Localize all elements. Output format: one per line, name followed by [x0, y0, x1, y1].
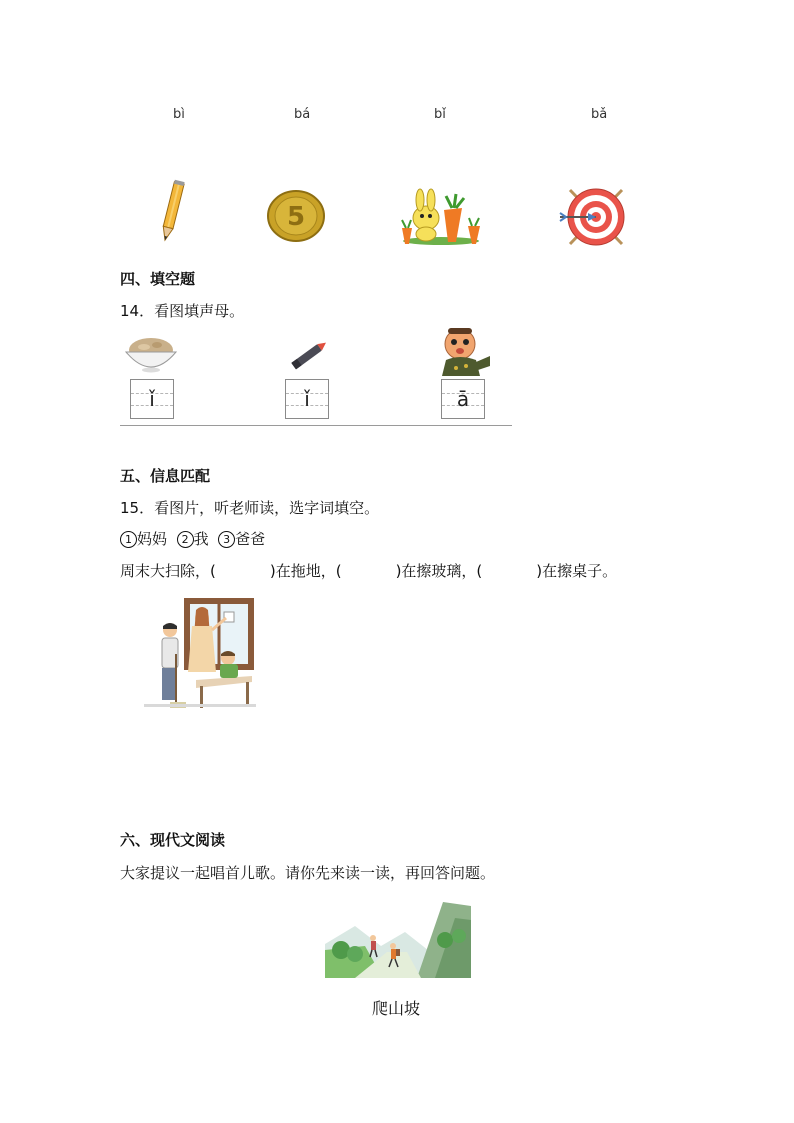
option-wo: 我: [193, 530, 209, 548]
coin-image: [266, 189, 326, 243]
pinyin-ba2: bá: [294, 107, 311, 122]
section4-heading: 四、填空题: [120, 270, 196, 288]
option-number-2: 2: [177, 531, 194, 548]
pen-image: [286, 338, 332, 372]
svg-text:5: 5: [286, 202, 306, 232]
pinyin-box-rice[interactable]: ǐ: [130, 379, 174, 419]
mountain-climbing-image: [325, 894, 471, 978]
question-15: 15．看图片，听老师读，选字词填空。: [120, 499, 380, 517]
option-number-3: 3: [218, 531, 235, 548]
rice-bowl-image: [124, 334, 178, 374]
pencil-image: [152, 178, 192, 246]
option-number-1: 1: [120, 531, 137, 548]
question-14: 14．看图填声母。: [120, 302, 245, 320]
pinyin-ba3: bǎ: [591, 107, 608, 122]
cleaning-scene-image: [140, 596, 258, 712]
pinyin-box-baby[interactable]: ā: [441, 379, 485, 419]
section5-heading: 五、信息匹配: [120, 467, 211, 485]
section6-heading: 六、现代文阅读: [120, 831, 226, 849]
word-options: [120, 528, 265, 549]
pinyin-box-pen[interactable]: ǐ: [285, 379, 329, 419]
poem-title: 爬山坡: [372, 999, 421, 1018]
pinyin-bi4: bì: [173, 107, 185, 122]
baby-image: [436, 324, 492, 378]
option-mama: 妈妈: [137, 530, 168, 548]
divider-line: [120, 425, 512, 426]
fill-sentence: 周末大扫除，( )在拖地，( )在擦玻璃，( )在擦桌子。: [120, 562, 618, 580]
target-image: [558, 184, 634, 248]
pinyin-bi3: bǐ: [434, 107, 446, 122]
reading-intro: 大家提议一起唱首儿歌。请你先来读一读，再回答问题。: [120, 864, 496, 882]
rabbit-carrot-image: [396, 188, 486, 246]
option-baba: 爸爸: [235, 530, 266, 548]
